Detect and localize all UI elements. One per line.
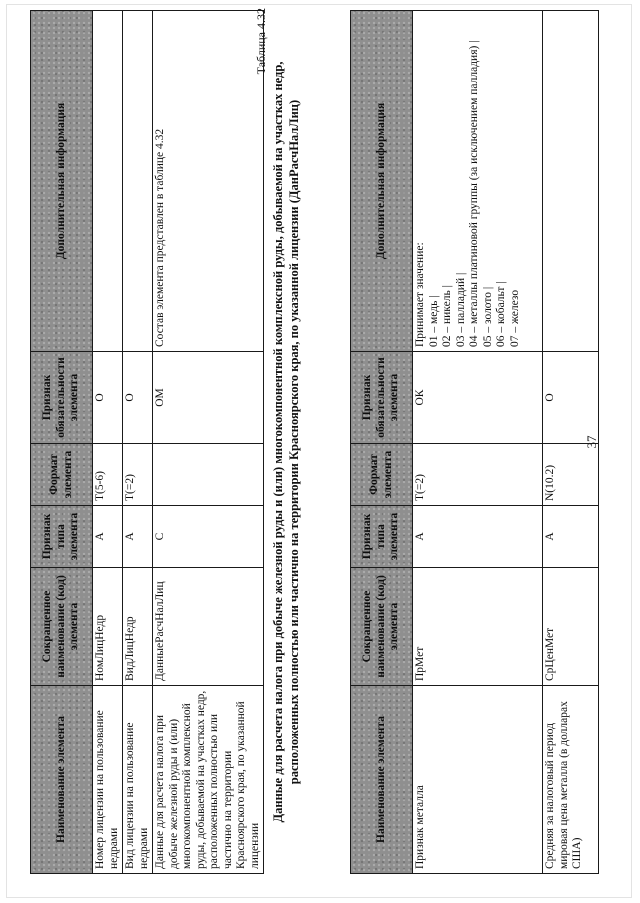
column-header: Признак обязательности элемента [351, 352, 413, 444]
info-line: 03 – палладий | [454, 272, 467, 347]
element-type-cell: А [123, 506, 153, 568]
info-line: 07 – железо [508, 289, 521, 347]
element-required-cell: О [123, 352, 153, 444]
element-name-cell: Данные для расчета налога при добыче железной руды и (или) многокомпонентной комплексной руды, добываемой на участках недр, расположенных полностью или частично на территории Красноярского края, по указанной лицензии [153, 686, 264, 874]
column-header: Признак обязательности элемента [31, 352, 93, 444]
column-header: Дополнительная информация [31, 11, 93, 352]
element-type-cell: А [93, 506, 123, 568]
element-required-cell: О [93, 352, 123, 444]
column-header: Наименование элемента [31, 686, 93, 874]
column-header: Признак типа элемента [31, 506, 93, 568]
column-header: Дополнительная информация [351, 11, 413, 352]
element-type-cell: А [413, 506, 543, 568]
element-name-cell: Вид лицензии на пользование недрами [123, 686, 153, 874]
table-header-row [351, 11, 413, 874]
page-number: 37 [584, 435, 599, 449]
element-info-cell [93, 11, 123, 352]
element-name-cell: Признак металла [413, 686, 543, 874]
element-type-cell: А [543, 506, 599, 568]
info-line: Принимает значение: [414, 242, 426, 347]
element-code-cell: ВидЛицНедр [123, 568, 153, 686]
column-header: Формат элемента [31, 444, 93, 506]
element-info-cell [413, 11, 543, 352]
element-info-cell [543, 11, 599, 352]
column-header: Формат элемента [351, 444, 413, 506]
element-info-cell: Состав элемента представлен в таблице 4.32 [153, 11, 264, 352]
element-info-cell [123, 11, 153, 352]
column-header: Признак типа элемента [351, 506, 413, 568]
element-name-cell: Номер лицензии на пользование недрами [93, 686, 123, 874]
element-format-cell: T(=2) [123, 444, 153, 506]
element-code-cell: ПрМет [413, 568, 543, 686]
table-row [543, 11, 599, 874]
element-code-cell: НомЛицНедр [93, 568, 123, 686]
element-required-cell: ОМ [153, 352, 264, 444]
table-header-row [31, 11, 93, 874]
table-row [93, 11, 123, 874]
element-name-cell: Средняя за налоговый период мировая цена металла (в долларах США) [543, 686, 599, 874]
element-format-cell: T(=2) [413, 444, 543, 506]
column-header: Сокращенное наименование (код) элемента [31, 568, 93, 686]
element-required-cell: ОК [413, 352, 543, 444]
info-line: 05 – золото | [481, 286, 494, 347]
table-title: Данные для расчета налога при добыче железной руды и (или) многокомпонентной комплексной руды, добываемой на участках недр, расположенных полностью или частично на территории Красноярского края, по указанной лицензии (ДанРасчНалЛиц) [271, 61, 301, 823]
rotated-page-content [18, 2, 622, 882]
element-format-cell [153, 444, 264, 506]
info-line: 06 – кобальт | [495, 281, 507, 347]
element-format-cell: N(10.2) [543, 444, 599, 506]
table-row [153, 11, 264, 874]
info-line: 01 – медь | [427, 295, 440, 347]
element-type-cell: С [153, 506, 264, 568]
info-line: 04 – металлы платиновой группы (за исключением палладия) | [468, 40, 480, 347]
info-line: 02 – никель | [441, 285, 453, 347]
elements-table [30, 10, 264, 874]
element-code-cell: СрЦенМет [543, 568, 599, 686]
column-header: Сокращенное наименование (код) элемента [351, 568, 413, 686]
element-code-cell: ДанныеРасчНалЛиц [153, 568, 264, 686]
element-format-cell: T(5-6) [93, 444, 123, 506]
element-required-cell: О [543, 352, 599, 444]
column-header: Наименование элемента [351, 686, 413, 874]
metal-data-table [350, 10, 599, 874]
table-row [413, 11, 543, 874]
table-row [123, 11, 153, 874]
table-number: Таблица 4.32 [254, 8, 268, 75]
